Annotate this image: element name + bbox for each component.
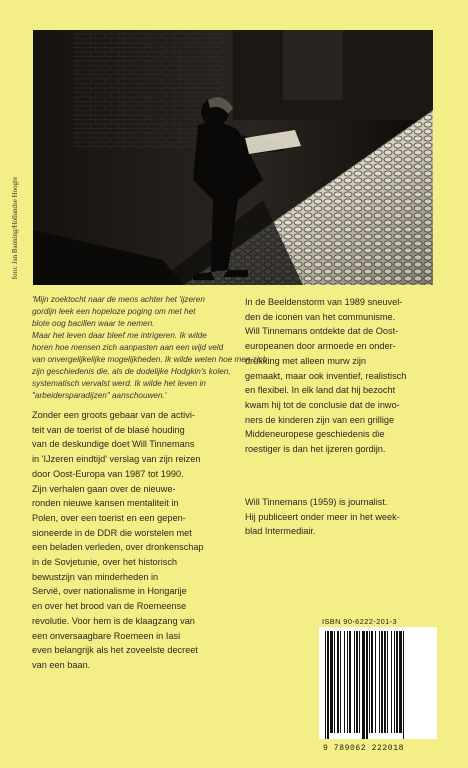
- quote-block: [32, 294, 268, 402]
- barcode-bar: [330, 631, 333, 733]
- quote-line: zijn geschiedenis die, als de dodelijke Hodgkin's kolen,: [32, 367, 231, 376]
- photo-credit: [4, 168, 26, 288]
- barcode-bar: [344, 631, 345, 733]
- body-line: ners de kinderen zijn van een grillige: [245, 414, 395, 425]
- barcode-bar: [325, 631, 326, 739]
- body-line: en flexibel. In elk land dat hij bezocht: [245, 385, 396, 396]
- body-line: gemaakt, maar ook inventief, realistisch: [245, 370, 407, 381]
- body-line: in de Sovjetunie, over het historisch: [32, 557, 178, 568]
- barcode-bar: [369, 631, 370, 733]
- author-line: blad Intermediair.: [245, 526, 316, 537]
- body-line: bewustzijn van minderheden in: [32, 571, 159, 582]
- barcode-bar: [384, 631, 386, 733]
- barcode-bar: [399, 631, 402, 733]
- barcode-bar: [349, 631, 351, 733]
- barcode-bar: [394, 631, 395, 733]
- body-line: kwam hij tot de conclusie dat de inwo-: [245, 399, 400, 410]
- author-bio: [245, 495, 445, 539]
- barcode-bar: [403, 631, 404, 739]
- body-line: Servië, over nationalisme in Hongarije: [32, 586, 187, 597]
- body-line: teit van de toerist of de blasé houding: [32, 424, 185, 435]
- barcode-bar: [327, 631, 329, 739]
- barcode-bar: [340, 631, 341, 733]
- barcode-bar: [396, 631, 398, 733]
- body-line: van de deskundige doet Will Tinnemans: [32, 439, 195, 450]
- author-line: Hij publiceert onder meer in het week-: [245, 511, 400, 522]
- body-line: Zonder een groots gebaar van de activi-: [32, 410, 195, 420]
- body-text-left: [32, 408, 232, 673]
- body-line: Polen, over een toerist en een gepen-: [32, 512, 186, 523]
- barcode-bar: [334, 631, 335, 733]
- body-line: even belangrijk als het zoveelste decreet: [32, 645, 198, 656]
- body-line: Zijn verhalen gaan over de nieuwe-: [32, 483, 176, 494]
- barcode-bars: [319, 627, 437, 739]
- body-line: Middeneuropese geschiedenis die: [245, 429, 385, 440]
- body-line: een onversaagbare Roemeen in Iasi: [32, 630, 181, 641]
- body-line: europeanen door armoede en onder-: [245, 341, 396, 352]
- photo-credit-text: foto: Jan Banning/Hollandse Hoogte: [11, 176, 19, 280]
- quote-line: systematisch vervalst werd. Ik wilde het leven in: [32, 379, 206, 388]
- barcode-bar: [337, 631, 339, 733]
- barcode-digits: 9 789062 222018: [323, 744, 405, 753]
- body-line: in 'IJzeren eindtijd' verslag van zijn reizen: [32, 454, 201, 465]
- barcode-bar: [371, 631, 373, 733]
- quote-line: "arbeidersparadijzen" aanschouwen.': [32, 391, 167, 400]
- barcode-bar: [362, 631, 365, 739]
- barcode-bar: [354, 631, 355, 733]
- barcode: [319, 627, 437, 739]
- body-text-right: [245, 295, 445, 457]
- quote-line: blote oog bacillen waar te nemen.: [32, 319, 155, 328]
- body-line: en over het brood van de Roemeense: [32, 601, 187, 612]
- body-line: drukking met alleen murw zijn: [245, 355, 367, 366]
- body-line: ronden nieuwe kansen mentaliteit in: [32, 498, 179, 509]
- barcode-bar: [366, 631, 368, 739]
- quote-line: 'Mijn zoektocht naar de mens achter het 'ijzeren: [32, 295, 205, 304]
- barcode-bar: [359, 631, 360, 733]
- body-line: sioneerde in de DDR die worstelen met: [32, 527, 192, 538]
- quote-line: Maar het leven daar bleef me intrigeren. Ik wilde: [32, 331, 207, 340]
- body-line: roestiger is dan het ijzeren gordijn.: [245, 444, 386, 455]
- quote-lines: [32, 294, 268, 402]
- barcode-bar: [391, 631, 392, 733]
- body-line: een beladen verleden, over dronkenschap: [32, 542, 204, 553]
- barcode-bar: [387, 631, 388, 733]
- isbn-label: ISBN 90-6222-201-3: [322, 617, 397, 626]
- body-line: den de iconen van het communisme.: [245, 311, 396, 322]
- photo-image: [33, 30, 433, 285]
- body-line: van een baan.: [32, 659, 91, 670]
- body-line: revolutie. Voor hem is de klaagzang van: [32, 615, 195, 626]
- body-line: Will Tinnemans ontdekte dat de Oost-: [245, 326, 399, 337]
- barcode-bar: [356, 631, 358, 733]
- cover-photo: [33, 30, 433, 285]
- body-line: door Oost-Europa van 1987 tot 1990.: [32, 468, 184, 479]
- quote-line: gordijn leek een hopeloze poging om met het: [32, 307, 196, 316]
- body-line: In de Beeldenstorm van 1989 sneuvel-: [245, 297, 403, 307]
- quote-line: van onvergelijkelijke mogelijkheden. Ik wilde weten hoe men zich: [32, 355, 268, 364]
- barcode-bar: [347, 631, 348, 733]
- author-line: Will Tinnemans (1959) is journalist.: [245, 497, 388, 507]
- barcode-bar: [381, 631, 383, 733]
- quote-line: horen hoe mensen zich aanpasten aan een wijd veld: [32, 343, 224, 352]
- barcode-bar: [375, 631, 376, 733]
- barcode-bar: [379, 631, 380, 733]
